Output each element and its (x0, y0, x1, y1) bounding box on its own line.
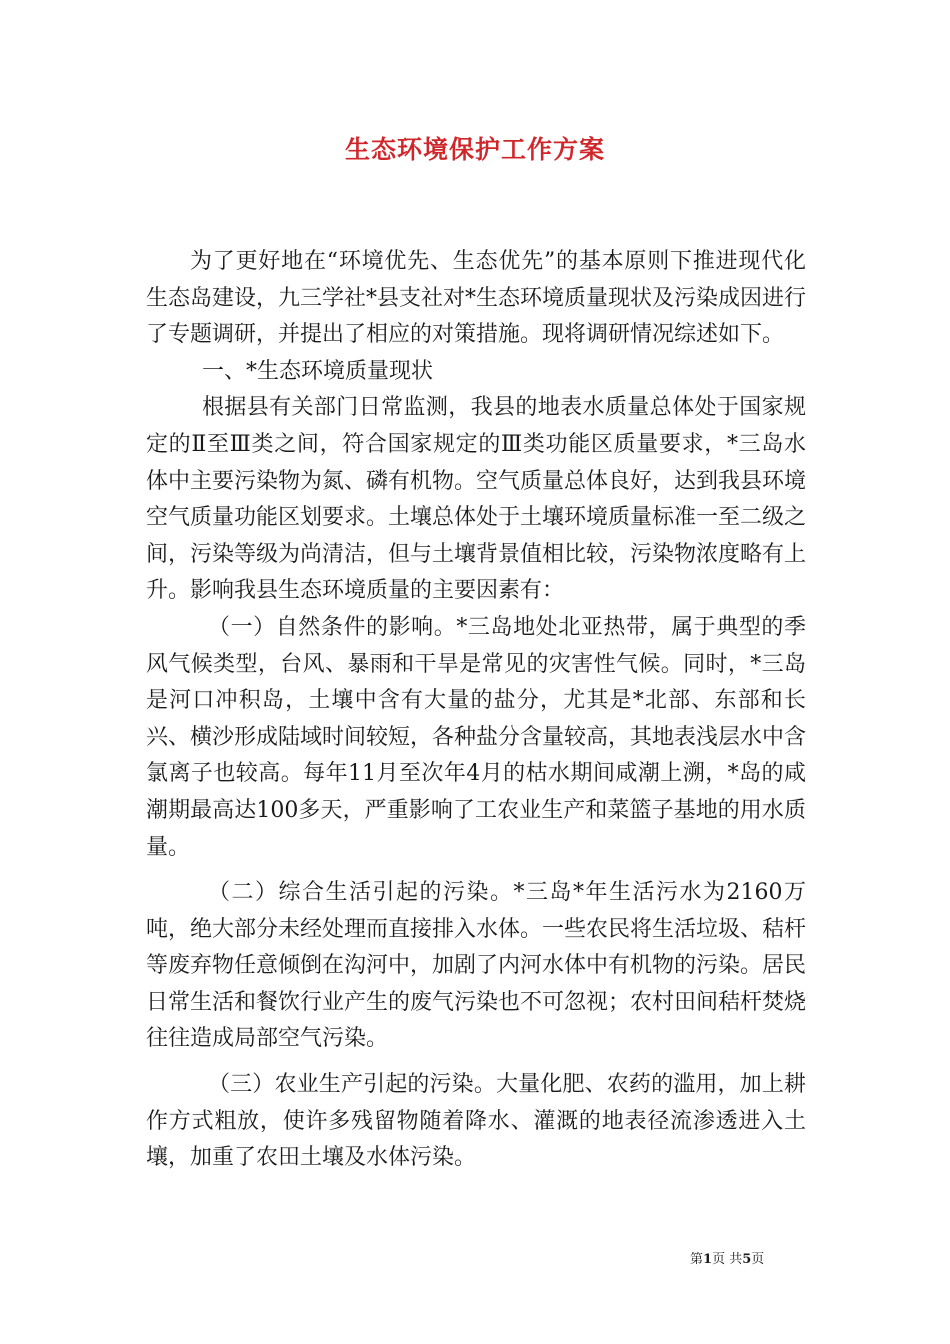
footer-suffix: 页 (751, 1252, 765, 1267)
footer-page-number: 1 (703, 1252, 713, 1267)
footer-prefix: 第 (690, 1252, 704, 1267)
document-body (146, 244, 806, 1177)
document-title: 生态环境保护工作方案 (344, 135, 605, 164)
footer-total-pages: 5 (742, 1252, 752, 1267)
footer-middle: 页 共 (712, 1252, 743, 1267)
paragraph-intro: 为了更好地在“环境优先、生态优先”的基本原则下推进现代化生态岛建设，九三学社*县支社对*生态环境质量现状及污染成因进行了专题调研，并提出了相应的对策措施。现将调研情况综述如下。 (146, 249, 807, 348)
paragraph-item-2: （二）综合生活引起的污染。*三岛*年生活污水为2160万吨，绝大部分未经处理而直接排入水体。一些农民将生活垃圾、秸杆等废弃物任意倾倒在沟河中，加剧了内河水体中有机物的污染。居民日常生活和餐饮行业产生的废气污染也不可忽视；农村田间秸杆焚烧往往造成局部空气污染。 (146, 880, 807, 1052)
section-heading: 一、*生态环境质量现状 (202, 358, 434, 384)
paragraph-status: 根据县有关部门日常监测，我县的地表水质量总体处于国家规定的Ⅱ至Ⅲ类之间，符合国家规定的Ⅲ类功能区质量要求，*三岛水体中主要污染物为氮、磷有机物。空气质量总体良好，达到我县环境空气质量功能区划要求。土壤总体处于土壤环境质量标准一至二级之间，污染等级为尚清洁，但与土壤背景值相比较，污染物浓度略有上升。影响我县生态环境质量的主要因素有： (146, 395, 807, 604)
paragraph-item-3: （三）农业生产引起的污染。大量化肥、农药的滥用，加上耕作方式粗放，使许多残留物随着降水、灌溉的地表径流渗透进入土壤，加重了农田土壤及水体污染。 (146, 1072, 806, 1171)
paragraph-item-1: （一）自然条件的影响。*三岛地处北亚热带，属于典型的季风气候类型，台风、暴雨和干旱是常见的灾害性气候。同时，*三岛是河口冲积岛，土壤中含有大量的盐分，尤其是*北部、东部和长兴、横沙形成陆域时间较短，各种盐分含量较高，其地表浅层水中含氯离子也较高。每年11月至次年4月的枯水期间咸潮上溯，*岛的咸潮期最高达100多天，严重影响了工农业生产和菜篮子基地的用水质量。 (146, 614, 807, 860)
page-footer (690, 1248, 810, 1267)
